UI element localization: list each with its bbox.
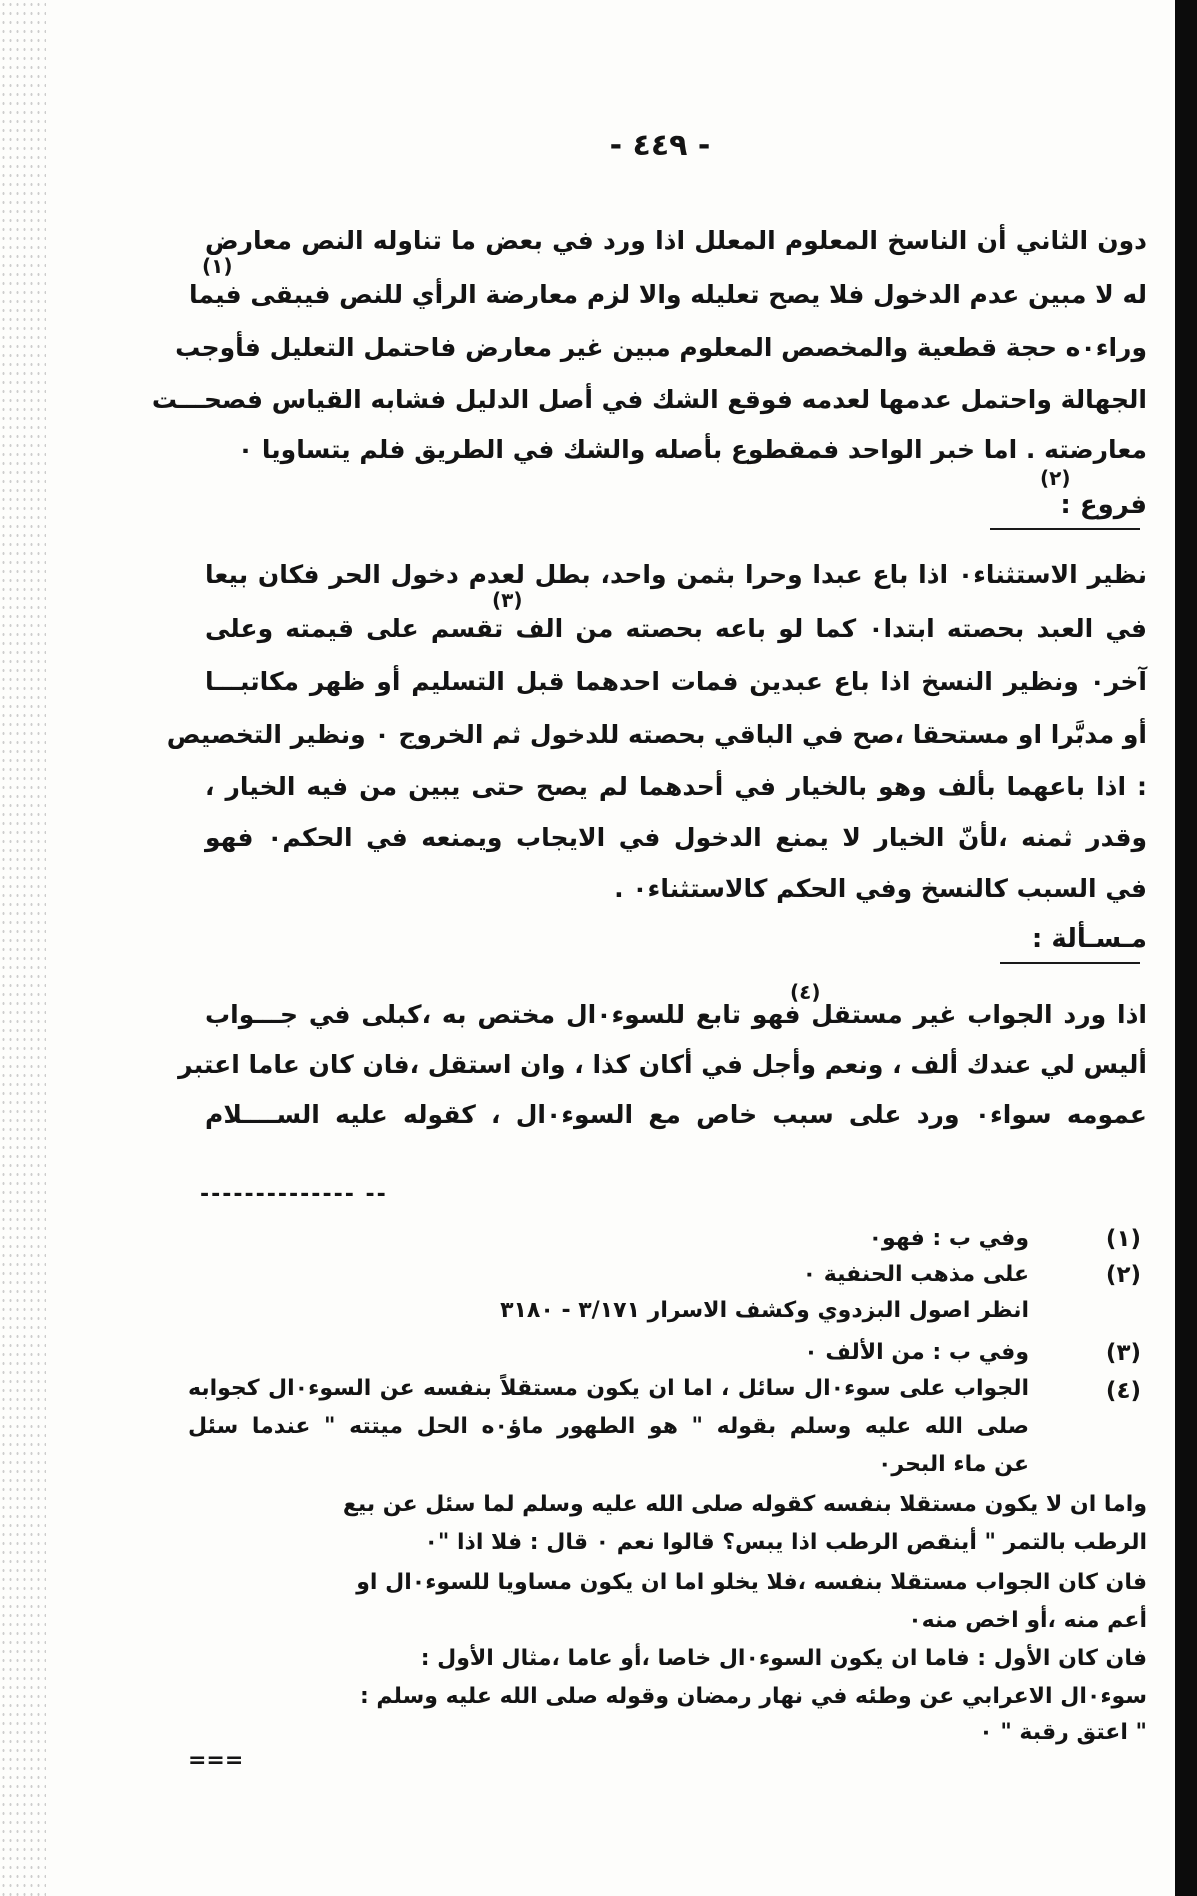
paragraph-2-line: في العبد بحصته ابتدا٠ كما لو باعه بحصته من الف تقسم على قيمته وعلى [205, 614, 1147, 643]
footnote-text: واما ان لا يكون مستقلا بنفسه كقوله صلى الله عليه وسلم لما سئل عن بيع [342, 1492, 1147, 1517]
paragraph-3-line: اذا ورد الجواب غير مستقل فهو تابع للسوء٠ال مختص به ،كبلى في جـــواب [205, 1000, 1147, 1029]
footnote-separator: -------------- -- [200, 1182, 388, 1207]
heading-underline [990, 528, 1140, 530]
footnote-text: فان كان الجواب مستقلا بنفسه ،فلا يخلو اما ان يكون مساويا للسوء٠ال او [356, 1570, 1147, 1595]
paragraph-1-line: وراء٠ه حجة قطعية والمخصص المعلوم مبين غير معارض فاحتمل التعليل فأوجب [175, 333, 1147, 362]
footnote-text: سوء٠ال الاعرابي عن وطئه في نهار رمضان وقوله صلى الله عليه وسلم : [359, 1684, 1147, 1709]
footnote-marker-2: (٢) [1040, 466, 1071, 490]
scan-black-edge [1175, 0, 1197, 1896]
footnote-text: الرطب بالتمر " أينقص الرطب اذا يبس؟ قالوا نعم ٠ قال : فلا اذا "٠ [424, 1530, 1147, 1555]
footnote-text: على مذهب الحنفية ٠ [802, 1262, 1029, 1287]
paragraph-2-line: نظير الاستثناء٠ اذا باع عبدا وحرا بثمن واحد، بطل لعدم دخول الحر فكان بيعا [205, 560, 1147, 589]
paragraph-2-line: في السبب كالنسخ وفي الحكم كالاستثناء٠ . [614, 874, 1147, 903]
page-number: - ٤٤٩ - [609, 128, 711, 163]
paragraph-3-line: أليس لي عندك ألف ، ونعم وأجل في أكان كذا ، وان استقل ،فان كان عاما اعتبر [178, 1050, 1147, 1079]
footnote-text: أعم منه ،أو اخص منه٠ [908, 1608, 1147, 1633]
footnote-number: (١) [1105, 1226, 1141, 1252]
footnote-text: الجواب على سوء٠ال سائل ، اما ان يكون مستقلاً بنفسه عن السوء٠ال كجوابه [188, 1376, 1030, 1401]
section-heading-furu: فروع : [1060, 490, 1147, 520]
end-mark: === [188, 1748, 244, 1773]
footnote-text: صلى الله عليه وسلم بقوله " هو الطهور ماؤ٠ه الحل ميتته " عندما سئل [188, 1414, 1029, 1439]
section-heading-masala: مـسـألة : [1031, 924, 1147, 954]
paragraph-1-line: الجهالة واحتمل عدمها لعدمه فوقع الشك في أصل الدليل فشابه القياس فصحـــت [151, 385, 1147, 414]
paragraph-3-line: عمومه سواء٠ ورد على سبب خاص مع السوء٠ال ، كقوله عليه الســــلام [205, 1100, 1147, 1129]
footnote-number: (٣) [1105, 1340, 1141, 1366]
paragraph-2-line: آخر٠ ونظير النسخ اذا باع عبدين فمات احدهما قبل التسليم أو ظهر مكاتبـــا [205, 667, 1147, 696]
footnote-marker-1: (١) [202, 254, 233, 278]
paragraph-2-line: وقدر ثمنه ،لأنّ الخيار لا يمنع الدخول في الايجاب ويمنعه في الحكم٠ فهو [205, 823, 1147, 852]
paragraph-1-line: له لا مبين عدم الدخول فلا يصح تعليله والا لزم معارضة الرأي للنص فيبقى فيما [188, 280, 1147, 309]
footnote-text: فان كان الأول : فاما ان يكون السوء٠ال خاصا ،أو عاما ،مثال الأول : [420, 1646, 1147, 1671]
footnote-text: انظر اصول البزدوي وكشف الاسرار ٣/١٧١ - ٣١٨٠ [500, 1298, 1029, 1323]
paragraph-2-line: أو مدبَّرا او مستحقا ،صح في الباقي بحصته للدخول ثم الخروج ٠ ونظير التخصيص [166, 720, 1147, 749]
binding-edge-texture [0, 0, 46, 1896]
footnote-text: وفي ب : من الألف ٠ [804, 1340, 1029, 1365]
footnote-marker-4: (٤) [790, 980, 821, 1004]
paragraph-2-line: : اذا باعهما بألف وهو بالخيار في أحدهما لم يصح حتى يبين من فيه الخيار ، [205, 772, 1147, 801]
footnote-number: (٢) [1105, 1262, 1141, 1288]
footnote-text: " اعتق رقبة " ٠ [979, 1720, 1147, 1745]
footnote-marker-3: (٣) [492, 588, 523, 612]
footnote-text: وفي ب : فهو٠ [868, 1226, 1029, 1251]
footnote-text: عن ماء البحر٠ [877, 1452, 1029, 1477]
heading-underline [1000, 962, 1140, 964]
footnote-number: (٤) [1105, 1378, 1141, 1404]
paragraph-1-line: معارضته . اما خبر الواحد فمقطوع بأصله والشك في الطريق فلم يتساويا ٠ [237, 435, 1147, 464]
paragraph-1-line: دون الثاني أن الناسخ المعلوم المعلل اذا ورد في بعض ما تناوله النص معارض [205, 226, 1147, 255]
